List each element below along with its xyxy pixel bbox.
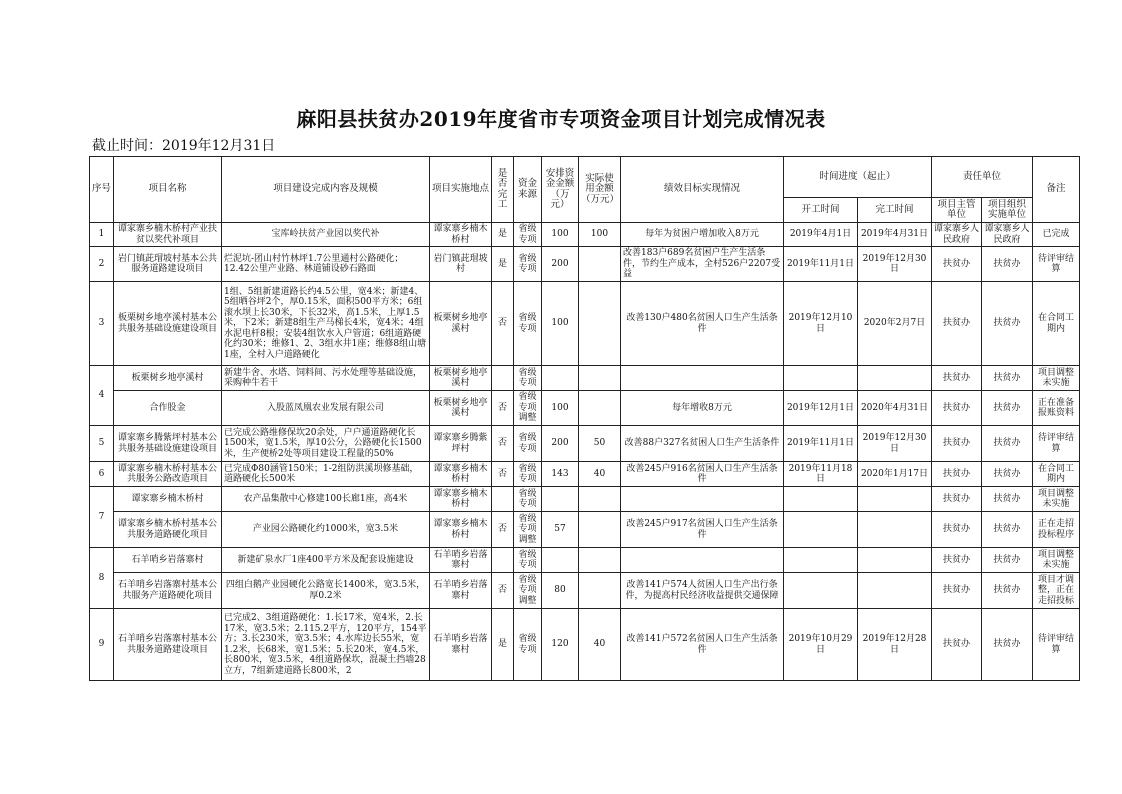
cell-name: 板栗树乡地亭溪村 bbox=[114, 366, 222, 391]
cell-name: 谭家寨乡腾紫坪村基本公共服务基础设施建设项目 bbox=[114, 426, 222, 462]
table-row bbox=[90, 282, 1080, 366]
cell-remark: 待评审结算 bbox=[1033, 247, 1080, 282]
cell-implementer: 扶贫办 bbox=[982, 391, 1033, 426]
cell-planned: 200 bbox=[542, 426, 579, 462]
cell-name: 合作股金 bbox=[114, 391, 222, 426]
cell-name: 石羊哨乡岩落寨村基本公共服务产道路硬化项目 bbox=[114, 573, 222, 609]
header-content: 项目建设完成内容及规模 bbox=[222, 157, 430, 223]
cell-remark: 项目调整未实施 bbox=[1033, 548, 1080, 573]
cell-supervisor: 扶贫办 bbox=[932, 391, 982, 426]
cell-planned bbox=[542, 548, 579, 573]
cell-goal: 改善141户574人贫困人口生产出行条件，为提高村民经济收益提供交通保障 bbox=[621, 573, 784, 609]
cell-completed: 是 bbox=[492, 609, 514, 681]
header-implementer: 项目组织实施单位 bbox=[982, 198, 1033, 223]
cell-used: 100 bbox=[579, 223, 621, 247]
cell-location: 谭家寨乡楠木桥村 bbox=[430, 223, 492, 247]
header-remark: 备注 bbox=[1033, 157, 1080, 223]
cell-start bbox=[784, 366, 858, 391]
cell-implementer: 扶贫办 bbox=[982, 462, 1033, 487]
cell-source: 省级专项 bbox=[514, 609, 542, 681]
cell-remark: 项目调整未实施 bbox=[1033, 487, 1080, 512]
cell-start: 2019年11月18日 bbox=[784, 462, 858, 487]
cell-supervisor: 扶贫办 bbox=[932, 548, 982, 573]
header-supervisor: 项目主管单位 bbox=[932, 198, 982, 223]
cell-remark: 已完成 bbox=[1033, 223, 1080, 247]
cell-planned: 100 bbox=[542, 391, 579, 426]
cell-goal: 每年为贫困户增加收入8万元 bbox=[621, 223, 784, 247]
cell-completed bbox=[492, 366, 514, 391]
cell-goal bbox=[621, 548, 784, 573]
cell-source: 省级专项调整 bbox=[514, 573, 542, 609]
cell-goal: 改善183户689名贫困户生产生活条件，节约生产成本，全村526户2207受益 bbox=[621, 247, 784, 282]
cell-used: 50 bbox=[579, 426, 621, 462]
cell-location: 石羊哨乡岩落寨村 bbox=[430, 548, 492, 573]
cell-start: 2019年12月10日 bbox=[784, 282, 858, 366]
cell-start: 2019年11月1日 bbox=[784, 247, 858, 282]
cell-used bbox=[579, 366, 621, 391]
cell-implementer: 扶贫办 bbox=[982, 426, 1033, 462]
cell-content: 新建牛舍、水塔、饲料间、污水处理等基础设施，采购种牛若干 bbox=[222, 366, 430, 391]
cell-name: 谭家寨乡楠木桥村基本公共服务公路改造项目 bbox=[114, 462, 222, 487]
cell-completed bbox=[492, 487, 514, 512]
table-row bbox=[90, 573, 1080, 609]
cell-planned: 100 bbox=[542, 282, 579, 366]
cell-completed: 否 bbox=[492, 573, 514, 609]
cell-used bbox=[579, 487, 621, 512]
cell-supervisor: 扶贫办 bbox=[932, 609, 982, 681]
cell-planned bbox=[542, 366, 579, 391]
cell-no: 9 bbox=[90, 609, 114, 681]
cell-content: 入股蓝凤凰农业发展有限公司 bbox=[222, 391, 430, 426]
table-row bbox=[90, 548, 1080, 573]
cell-content: 新建矿泉水厂1座400平方米及配套设施建设 bbox=[222, 548, 430, 573]
cell-remark: 项目才调整，正在走招投标 bbox=[1033, 573, 1080, 609]
cell-location: 谭家寨乡楠木桥村 bbox=[430, 487, 492, 512]
cell-no: 4 bbox=[90, 366, 114, 426]
cell-content: 产业园公路硬化约1000米，宽3.5米 bbox=[222, 512, 430, 548]
cell-location: 石羊哨乡岩落寨村 bbox=[430, 573, 492, 609]
table-row bbox=[90, 426, 1080, 462]
cell-planned: 100 bbox=[542, 223, 579, 247]
cell-name: 板栗树乡地亭溪村基本公共服务基础设施建设项目 bbox=[114, 282, 222, 366]
cell-start bbox=[784, 512, 858, 548]
header-location: 项目实施地点 bbox=[430, 157, 492, 223]
cell-goal bbox=[621, 366, 784, 391]
cell-end bbox=[858, 487, 932, 512]
header-source: 资金来源 bbox=[514, 157, 542, 223]
cell-end bbox=[858, 366, 932, 391]
cell-implementer: 扶贫办 bbox=[982, 609, 1033, 681]
cell-goal: 每年增收8万元 bbox=[621, 391, 784, 426]
cell-name: 谭家寨乡楠木桥村基本公共服务道路硬化项目 bbox=[114, 512, 222, 548]
header-completed: 是否完工 bbox=[492, 157, 514, 223]
cell-completed: 是 bbox=[492, 223, 514, 247]
cell-location: 板栗树乡地亭溪村 bbox=[430, 366, 492, 391]
cell-planned: 200 bbox=[542, 247, 579, 282]
page-title: 麻阳县扶贫办2019年度省市专项资金项目计划完成情况表 bbox=[296, 107, 826, 131]
cell-remark: 正在准备报账资料 bbox=[1033, 391, 1080, 426]
cell-remark: 待评审结算 bbox=[1033, 426, 1080, 462]
cell-start bbox=[784, 548, 858, 573]
cell-used bbox=[579, 573, 621, 609]
cell-end: 2019年12月30日 bbox=[858, 426, 932, 462]
cell-implementer: 扶贫办 bbox=[982, 512, 1033, 548]
cell-source: 省级专项 bbox=[514, 282, 542, 366]
cell-implementer: 扶贫办 bbox=[982, 282, 1033, 366]
cell-start: 2019年12月1日 bbox=[784, 391, 858, 426]
cell-used bbox=[579, 548, 621, 573]
cell-supervisor: 扶贫办 bbox=[932, 247, 982, 282]
cell-no: 8 bbox=[90, 548, 114, 609]
project-table bbox=[89, 156, 1080, 681]
cell-end: 2019年12月28日 bbox=[858, 609, 932, 681]
cell-completed: 否 bbox=[492, 512, 514, 548]
cell-source: 省级专项 bbox=[514, 462, 542, 487]
cell-completed: 否 bbox=[492, 426, 514, 462]
cell-remark: 在合同工期内 bbox=[1033, 282, 1080, 366]
cell-goal: 改善245户916名贫困人口生产生活条件 bbox=[621, 462, 784, 487]
cell-start: 2019年11月1日 bbox=[784, 426, 858, 462]
cell-end: 2019年4月31日 bbox=[858, 223, 932, 247]
cell-planned: 120 bbox=[542, 609, 579, 681]
cell-supervisor: 扶贫办 bbox=[932, 573, 982, 609]
cell-content: 已完成Φ80涵管150米；1-2组防洪溪坝修基础，道路硬化长500米 bbox=[222, 462, 430, 487]
cell-completed: 是 bbox=[492, 247, 514, 282]
cell-used bbox=[579, 512, 621, 548]
cell-goal: 改善245户917名贫困人口生产生活条件 bbox=[621, 512, 784, 548]
cell-start: 2019年10月29日 bbox=[784, 609, 858, 681]
header-progress: 时间进度（起止） bbox=[784, 157, 932, 198]
cell-completed: 否 bbox=[492, 391, 514, 426]
cell-used: 40 bbox=[579, 609, 621, 681]
cell-supervisor: 扶贫办 bbox=[932, 462, 982, 487]
cell-goal: 改善141户572名贫困人口生产生活条件 bbox=[621, 609, 784, 681]
cell-supervisor: 扶贫办 bbox=[932, 487, 982, 512]
cell-content: 1组、5组新建道路长约4.5公里，宽4米；新建4、5组晒谷坪2个，厚0.15米，面积500平方米；6组滚水坝上长30米，下长32米，高1.5米，上厚1.5米，下2米；新建8组生产马梯长4米，宽4米；4组水泥电杆8根；安装4组饮水入户管道；6组道路硬化约30米；维修1、2、3组水井1座；维修8组山塘1座，全村入户道路硬化 bbox=[222, 282, 430, 366]
cell-start bbox=[784, 487, 858, 512]
table-row bbox=[90, 609, 1080, 681]
table-row bbox=[90, 223, 1080, 247]
cell-remark: 项目调整未实施 bbox=[1033, 366, 1080, 391]
cell-location: 岩门镇茈瑁坡村 bbox=[430, 247, 492, 282]
cell-remark: 正在走招投标程序 bbox=[1033, 512, 1080, 548]
cell-source: 省级专项 bbox=[514, 487, 542, 512]
cell-start: 2019年4月1日 bbox=[784, 223, 858, 247]
header-responsible: 责任单位 bbox=[932, 157, 1033, 198]
table-row bbox=[90, 462, 1080, 487]
cell-implementer: 谭家寨乡人民政府 bbox=[982, 223, 1033, 247]
header-goal: 绩效目标实现情况 bbox=[621, 157, 784, 223]
cell-used bbox=[579, 391, 621, 426]
cell-name: 石羊哨乡岩落寨村 bbox=[114, 548, 222, 573]
cell-no: 3 bbox=[90, 282, 114, 366]
cell-supervisor: 扶贫办 bbox=[932, 366, 982, 391]
header-end: 完工时间 bbox=[858, 198, 932, 223]
cell-goal: 改善88户327名贫困人口生产生活条件 bbox=[621, 426, 784, 462]
cell-remark: 待评审结算 bbox=[1033, 609, 1080, 681]
cell-no: 7 bbox=[90, 487, 114, 548]
cell-location: 谭家寨乡腾紫坪村 bbox=[430, 426, 492, 462]
cell-planned: 80 bbox=[542, 573, 579, 609]
cell-content: 四组白鹅产业园硬化公路宽长1400米，宽3.5米，厚0.2米 bbox=[222, 573, 430, 609]
cell-name: 石羊哨乡岩落寨村基本公共服务道路建设项目 bbox=[114, 609, 222, 681]
cell-implementer: 扶贫办 bbox=[982, 247, 1033, 282]
cell-location: 板栗树乡地亭溪村 bbox=[430, 282, 492, 366]
cell-content: 已完成公路维修保坎20余处，户户通道路硬化长1500米，宽1.5米，厚10公分，公路硬化长1500米，生产便桥2处等项目建设工程量的50% bbox=[222, 426, 430, 462]
cutoff-date: 截止时间：2019年12月31日 bbox=[92, 138, 276, 154]
cell-supervisor: 扶贫办 bbox=[932, 282, 982, 366]
cell-source: 省级专项调整 bbox=[514, 512, 542, 548]
cell-implementer: 扶贫办 bbox=[982, 487, 1033, 512]
table-row bbox=[90, 366, 1080, 391]
cell-implementer: 扶贫办 bbox=[982, 548, 1033, 573]
cell-source: 省级专项 bbox=[514, 426, 542, 462]
cell-completed: 否 bbox=[492, 282, 514, 366]
cell-no: 2 bbox=[90, 247, 114, 282]
cell-completed bbox=[492, 548, 514, 573]
cell-no: 1 bbox=[90, 223, 114, 247]
cell-supervisor: 扶贫办 bbox=[932, 512, 982, 548]
table-row bbox=[90, 247, 1080, 282]
cell-content: 已完成2、3组道路硬化：1.长17米，宽4米，2.长17米，宽3.5米；2.115.2平方，120平方，154平方；3.长230米，宽3.5米；4.水库边长55米，宽1.2米，长68米，宽1.5米；5.长20米，宽4.5米，长800米，宽3.5米，4组道路保坎，混凝土挡墙28立方，7组新建道路长800米，2 bbox=[222, 609, 430, 681]
cell-end: 2020年2月7日 bbox=[858, 282, 932, 366]
cell-source: 省级专项调整 bbox=[514, 391, 542, 426]
header-no: 序号 bbox=[90, 157, 114, 223]
cell-location: 谭家寨乡楠木桥村 bbox=[430, 462, 492, 487]
cell-implementer: 扶贫办 bbox=[982, 573, 1033, 609]
cell-end: 2019年12月30日 bbox=[858, 247, 932, 282]
cell-location: 谭家寨乡楠木桥村 bbox=[430, 512, 492, 548]
cell-planned: 143 bbox=[542, 462, 579, 487]
cell-start bbox=[784, 573, 858, 609]
cell-planned bbox=[542, 487, 579, 512]
cell-source: 省级专项 bbox=[514, 366, 542, 391]
cell-source: 省级专项 bbox=[514, 548, 542, 573]
cell-end bbox=[858, 573, 932, 609]
cell-goal: 改善130户480名贫困人口生产生活条件 bbox=[621, 282, 784, 366]
table-row bbox=[90, 391, 1080, 426]
table-row bbox=[90, 487, 1080, 512]
cell-no: 6 bbox=[90, 462, 114, 487]
header-used: 实际使用金额（万元） bbox=[579, 157, 621, 223]
header-name: 项目名称 bbox=[114, 157, 222, 223]
table-row bbox=[90, 512, 1080, 548]
header-planned: 安排资金金额（万元） bbox=[542, 157, 579, 223]
cell-end bbox=[858, 512, 932, 548]
cell-supervisor: 扶贫办 bbox=[932, 426, 982, 462]
cell-end: 2020年1月17日 bbox=[858, 462, 932, 487]
header-start: 开工时间 bbox=[784, 198, 858, 223]
cell-no: 5 bbox=[90, 426, 114, 462]
cell-content: 宝库岭扶贫产业园以奖代补 bbox=[222, 223, 430, 247]
cell-implementer: 扶贫办 bbox=[982, 366, 1033, 391]
cell-location: 板栗树乡地亭溪村 bbox=[430, 391, 492, 426]
cell-name: 谭家寨乡楠木桥村 bbox=[114, 487, 222, 512]
cell-used bbox=[579, 282, 621, 366]
cell-planned: 57 bbox=[542, 512, 579, 548]
cell-content: 农产品集散中心修建100长廊1座，高4米 bbox=[222, 487, 430, 512]
cell-location: 石羊哨乡岩落寨村 bbox=[430, 609, 492, 681]
cell-remark: 在合同工期内 bbox=[1033, 462, 1080, 487]
cell-name: 谭家寨乡楠木桥村产业扶贫以奖代补项目 bbox=[114, 223, 222, 247]
cell-used: 40 bbox=[579, 462, 621, 487]
cell-name: 岩门镇茈瑁坡村基本公共服务道路建设项目 bbox=[114, 247, 222, 282]
cell-goal bbox=[621, 487, 784, 512]
cell-supervisor: 谭家寨乡人民政府 bbox=[932, 223, 982, 247]
cell-used bbox=[579, 247, 621, 282]
header-row bbox=[90, 157, 1080, 198]
cell-end: 2020年4月31日 bbox=[858, 391, 932, 426]
cell-source: 省级专项 bbox=[514, 247, 542, 282]
cell-content: 烂泥坑-团山村竹林坪1.7公里通村公路硬化；12.42公里产业路、林道铺设砂石路面 bbox=[222, 247, 430, 282]
cell-source: 省级专项 bbox=[514, 223, 542, 247]
cell-end bbox=[858, 548, 932, 573]
cell-completed: 否 bbox=[492, 462, 514, 487]
